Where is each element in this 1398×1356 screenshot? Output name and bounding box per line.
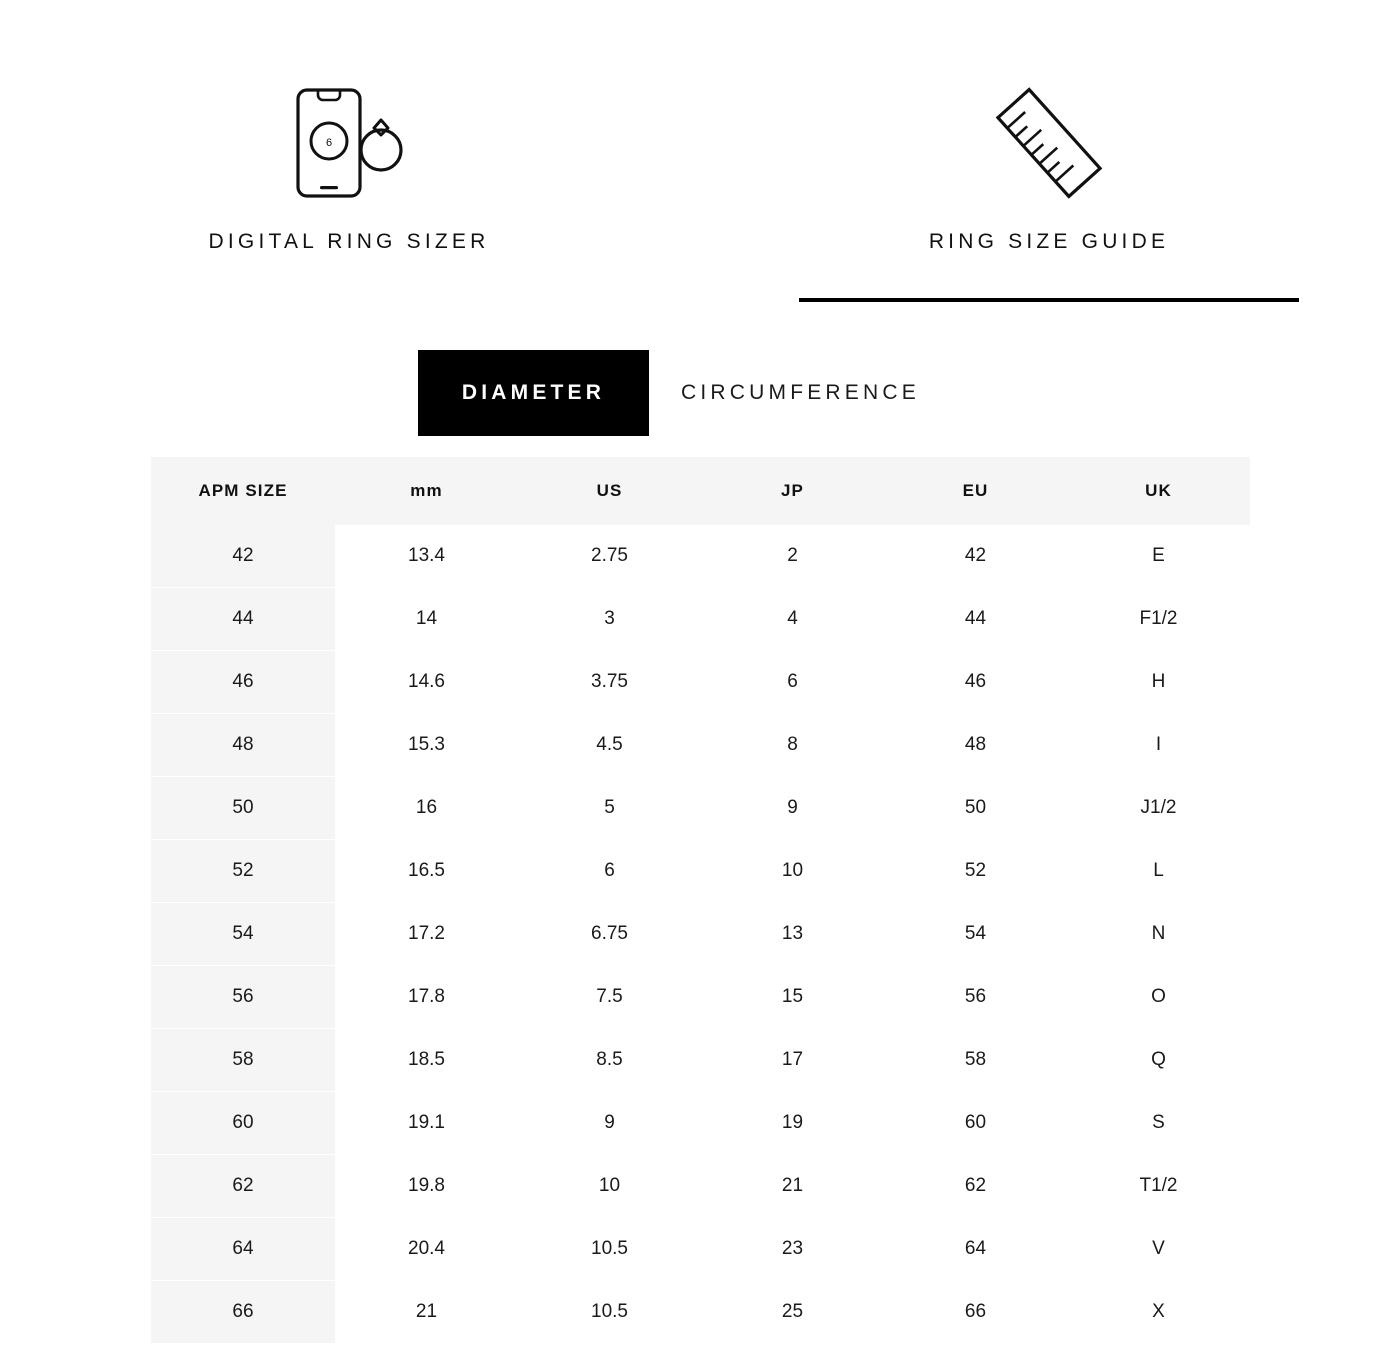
cell-mm: 13.4 bbox=[335, 525, 518, 588]
table-row bbox=[151, 840, 1250, 903]
tab-digital-ring-sizer-underline bbox=[99, 298, 599, 302]
table-row bbox=[151, 1218, 1250, 1281]
cell-apm-size: 46 bbox=[151, 651, 335, 714]
cell-us: 8.5 bbox=[518, 1029, 701, 1092]
table-row bbox=[151, 1092, 1250, 1155]
column-header-eu: EU bbox=[884, 457, 1067, 525]
cell-us: 10.5 bbox=[518, 1281, 701, 1344]
cell-mm: 16 bbox=[335, 777, 518, 840]
cell-mm: 21 bbox=[335, 1281, 518, 1344]
cell-uk: L bbox=[1067, 840, 1250, 903]
cell-uk: N bbox=[1067, 903, 1250, 966]
cell-uk: T1/2 bbox=[1067, 1155, 1250, 1218]
table-header-row bbox=[151, 457, 1250, 525]
cell-uk: O bbox=[1067, 966, 1250, 1029]
column-header-apm-size: APM SIZE bbox=[151, 457, 335, 525]
table-row bbox=[151, 588, 1250, 651]
column-header-mm: mm bbox=[335, 457, 518, 525]
cell-uk: Q bbox=[1067, 1029, 1250, 1092]
table-row bbox=[151, 525, 1250, 588]
cell-us: 4.5 bbox=[518, 714, 701, 777]
cell-apm-size: 60 bbox=[151, 1092, 335, 1155]
table-row bbox=[151, 1155, 1250, 1218]
cell-mm: 14 bbox=[335, 588, 518, 651]
cell-apm-size: 42 bbox=[151, 525, 335, 588]
cell-us: 10.5 bbox=[518, 1218, 701, 1281]
table-row bbox=[151, 714, 1250, 777]
cell-mm: 17.8 bbox=[335, 966, 518, 1029]
ring-size-table-wrapper bbox=[0, 457, 1398, 1344]
cell-eu: 52 bbox=[884, 840, 1067, 903]
cell-mm: 17.2 bbox=[335, 903, 518, 966]
phone-ring-sizer-icon bbox=[284, 78, 414, 208]
cell-uk: X bbox=[1067, 1281, 1250, 1344]
cell-uk: E bbox=[1067, 525, 1250, 588]
size-guide-tabs bbox=[0, 0, 1398, 302]
cell-eu: 42 bbox=[884, 525, 1067, 588]
cell-jp: 15 bbox=[701, 966, 884, 1029]
toggle-diameter-label: DIAMETER bbox=[461, 381, 606, 404]
cell-mm: 15.3 bbox=[335, 714, 518, 777]
cell-eu: 60 bbox=[884, 1092, 1067, 1155]
cell-jp: 17 bbox=[701, 1029, 884, 1092]
table-body bbox=[151, 525, 1250, 1344]
cell-apm-size: 56 bbox=[151, 966, 335, 1029]
tab-ring-size-guide[interactable] bbox=[799, 78, 1299, 302]
cell-eu: 64 bbox=[884, 1218, 1067, 1281]
cell-apm-size: 52 bbox=[151, 840, 335, 903]
cell-us: 2.75 bbox=[518, 525, 701, 588]
cell-jp: 4 bbox=[701, 588, 884, 651]
toggle-diameter[interactable] bbox=[418, 350, 649, 436]
cell-mm: 18.5 bbox=[335, 1029, 518, 1092]
table-row bbox=[151, 651, 1250, 714]
cell-eu: 56 bbox=[884, 966, 1067, 1029]
table-row bbox=[151, 777, 1250, 840]
cell-eu: 50 bbox=[884, 777, 1067, 840]
table-row bbox=[151, 966, 1250, 1029]
cell-jp: 10 bbox=[701, 840, 884, 903]
cell-apm-size: 66 bbox=[151, 1281, 335, 1344]
cell-jp: 8 bbox=[701, 714, 884, 777]
cell-eu: 54 bbox=[884, 903, 1067, 966]
measurement-toggle bbox=[0, 350, 1398, 436]
cell-uk: I bbox=[1067, 714, 1250, 777]
cell-jp: 19 bbox=[701, 1092, 884, 1155]
table-row bbox=[151, 1029, 1250, 1092]
cell-apm-size: 64 bbox=[151, 1218, 335, 1281]
cell-jp: 21 bbox=[701, 1155, 884, 1218]
cell-us: 9 bbox=[518, 1092, 701, 1155]
cell-us: 3.75 bbox=[518, 651, 701, 714]
cell-eu: 62 bbox=[884, 1155, 1067, 1218]
cell-uk: V bbox=[1067, 1218, 1250, 1281]
cell-jp: 23 bbox=[701, 1218, 884, 1281]
column-header-uk: UK bbox=[1067, 457, 1250, 525]
ruler-icon bbox=[984, 78, 1114, 208]
cell-uk: J1/2 bbox=[1067, 777, 1250, 840]
cell-us: 5 bbox=[518, 777, 701, 840]
cell-mm: 19.8 bbox=[335, 1155, 518, 1218]
cell-jp: 13 bbox=[701, 903, 884, 966]
cell-eu: 66 bbox=[884, 1281, 1067, 1344]
cell-apm-size: 54 bbox=[151, 903, 335, 966]
cell-apm-size: 62 bbox=[151, 1155, 335, 1218]
cell-us: 6.75 bbox=[518, 903, 701, 966]
ring-size-table bbox=[151, 457, 1250, 1344]
cell-mm: 16.5 bbox=[335, 840, 518, 903]
cell-mm: 20.4 bbox=[335, 1218, 518, 1281]
tab-digital-ring-sizer-label: DIGITAL RING SIZER bbox=[208, 230, 490, 253]
tab-ring-size-guide-underline bbox=[799, 298, 1299, 302]
cell-eu: 46 bbox=[884, 651, 1067, 714]
cell-eu: 44 bbox=[884, 588, 1067, 651]
tab-digital-ring-sizer[interactable] bbox=[99, 78, 599, 302]
cell-us: 7.5 bbox=[518, 966, 701, 1029]
cell-us: 6 bbox=[518, 840, 701, 903]
cell-us: 3 bbox=[518, 588, 701, 651]
table-row bbox=[151, 903, 1250, 966]
cell-jp: 9 bbox=[701, 777, 884, 840]
cell-apm-size: 58 bbox=[151, 1029, 335, 1092]
cell-mm: 14.6 bbox=[335, 651, 518, 714]
table-row bbox=[151, 1281, 1250, 1344]
cell-eu: 48 bbox=[884, 714, 1067, 777]
tab-ring-size-guide-label: RING SIZE GUIDE bbox=[928, 230, 1170, 253]
cell-jp: 2 bbox=[701, 525, 884, 588]
toggle-circumference-label: CIRCUMFERENCE bbox=[681, 381, 920, 404]
cell-jp: 6 bbox=[701, 651, 884, 714]
cell-uk: S bbox=[1067, 1092, 1250, 1155]
cell-us: 10 bbox=[518, 1155, 701, 1218]
column-header-jp: JP bbox=[701, 457, 884, 525]
cell-uk: H bbox=[1067, 651, 1250, 714]
toggle-circumference[interactable] bbox=[649, 350, 920, 436]
cell-jp: 25 bbox=[701, 1281, 884, 1344]
cell-apm-size: 50 bbox=[151, 777, 335, 840]
cell-uk: F1/2 bbox=[1067, 588, 1250, 651]
cell-mm: 19.1 bbox=[335, 1092, 518, 1155]
cell-eu: 58 bbox=[884, 1029, 1067, 1092]
cell-apm-size: 48 bbox=[151, 714, 335, 777]
column-header-us: US bbox=[518, 457, 701, 525]
svg-text:6: 6 bbox=[325, 137, 333, 149]
cell-apm-size: 44 bbox=[151, 588, 335, 651]
